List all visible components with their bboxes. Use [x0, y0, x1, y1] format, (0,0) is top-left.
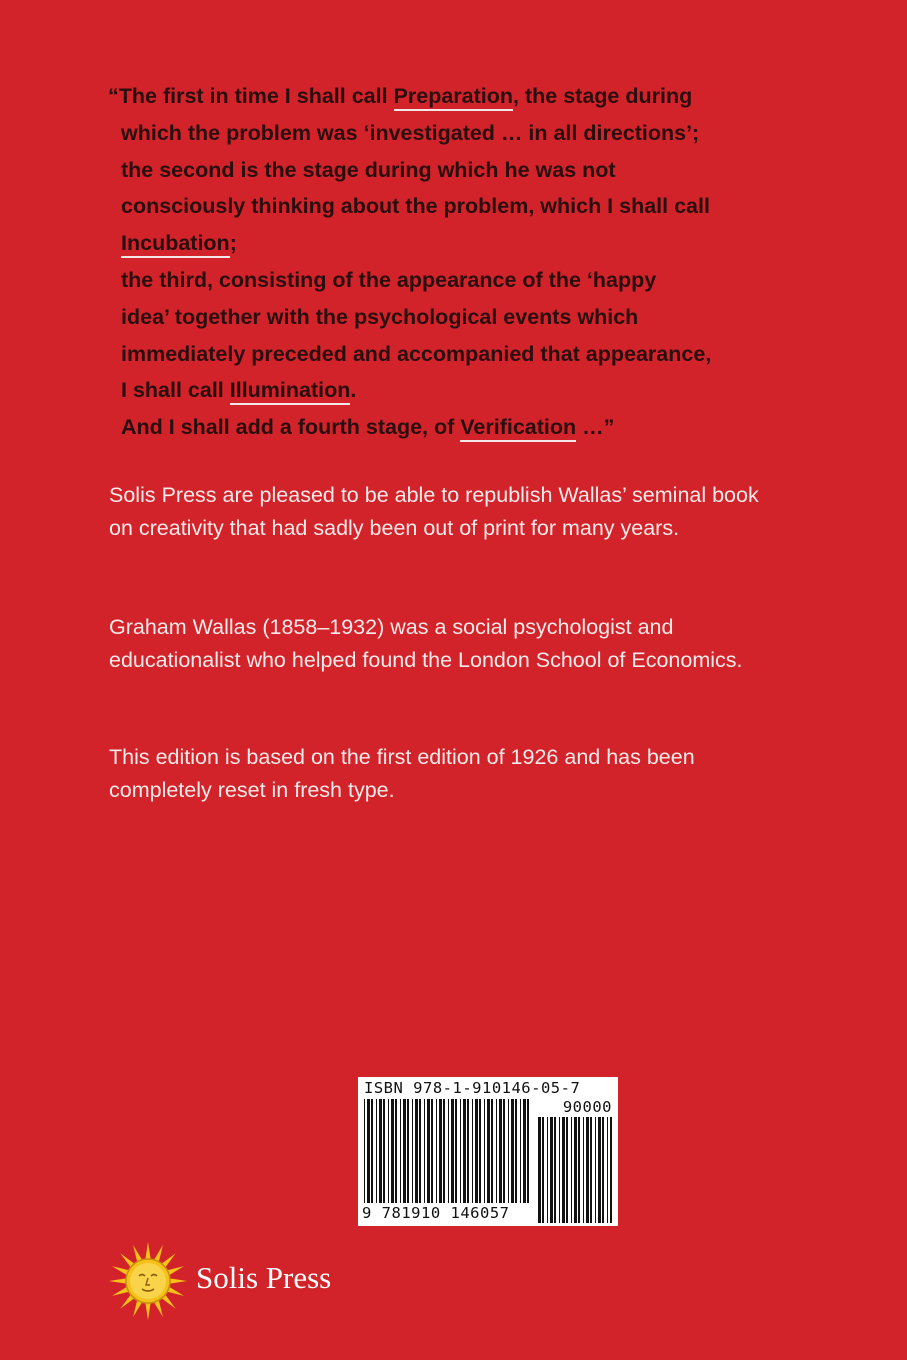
term-verification: Verification: [460, 415, 576, 442]
price-code: 90000: [562, 1098, 612, 1116]
term-illumination: Illumination: [230, 378, 351, 405]
sun-face-icon: [108, 1241, 188, 1321]
barcode-bars: [364, 1099, 532, 1203]
quote-block: [108, 78, 788, 446]
quote-line: the second is the stage during which he was not: [121, 157, 616, 182]
quote-line: the third, consisting of the appearance of the ‘happy: [121, 267, 657, 292]
quote-text: And I shall add a fourth stage, of: [121, 415, 461, 440]
description-paragraph: Solis Press are pleased to be able to republish Wallas’ seminal book on creativity that had sadly been out of print for many years.: [109, 483, 759, 540]
quote-line: [108, 372, 788, 409]
ean-digits: 9 781910 146057: [362, 1204, 510, 1222]
quote-line: idea’ together with the psychological events which: [121, 304, 639, 329]
term-preparation: Preparation: [394, 84, 513, 111]
quote-line: consciously thinking about the problem, which I shall call: [121, 194, 710, 219]
edition-note-paragraph: This edition is based on the first edition of 1926 and has been completely reset in fresh type.: [109, 745, 695, 802]
author-bio-paragraph: Graham Wallas (1858–1932) was a social psychologist and educationalist who helped found the London School of Economics.: [109, 615, 743, 672]
quote-line: [108, 78, 788, 115]
quote-line: [108, 225, 788, 262]
quote-line: immediately preceded and accompanied that appearance,: [121, 341, 712, 366]
term-incubation: Incubation: [121, 231, 230, 258]
quote-text: ;: [229, 231, 237, 256]
isbn-barcode: [358, 1077, 618, 1226]
quote-text: “The first in time I shall call: [108, 84, 394, 108]
quote-line: which the problem was ‘investigated … in all directions’;: [121, 120, 700, 145]
isbn-label: ISBN 978-1-910146-05-7: [364, 1079, 581, 1097]
quote-text: , the stage during: [513, 84, 693, 108]
quote-text: .: [350, 378, 357, 403]
quote-text: …”: [576, 415, 615, 440]
quote-line: [108, 409, 788, 446]
publisher-name: Solis Press: [196, 1260, 332, 1295]
barcode-addon-bars: [538, 1117, 612, 1223]
quote-text: I shall call: [121, 378, 230, 403]
